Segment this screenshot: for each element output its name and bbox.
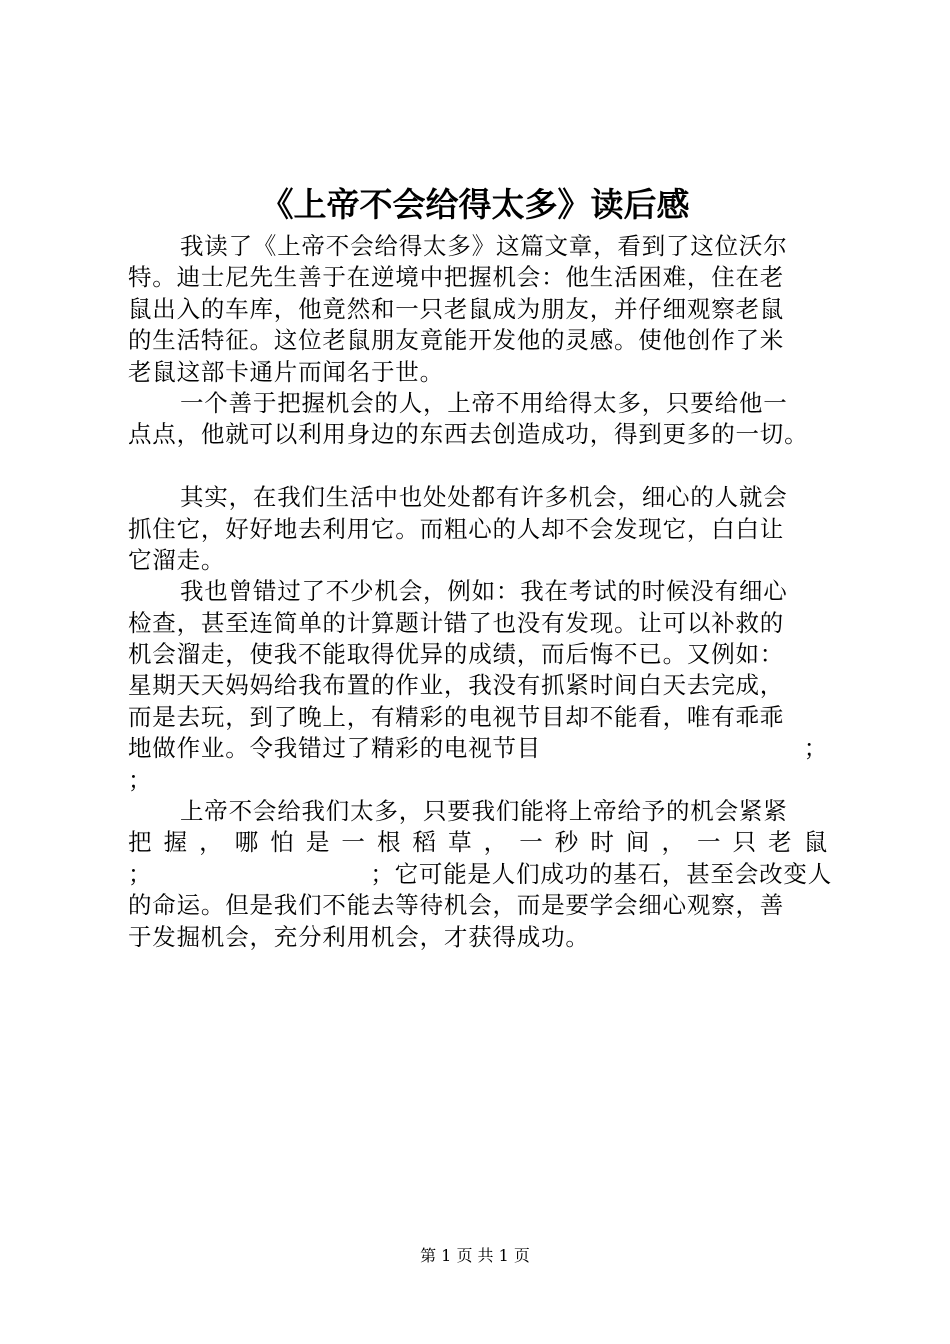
text-line xyxy=(128,733,828,764)
text-char: 把 xyxy=(128,828,153,857)
text-char: 一 xyxy=(519,828,544,857)
text-line: 而是去玩，到了晚上，有精彩的电视节目却不能看，唯有乖乖 xyxy=(128,702,785,731)
text-line: 的生活特征。这位老鼠朋友竟能开发他的灵感。使他创作了米 xyxy=(128,326,785,355)
text-char: 是 xyxy=(305,828,331,857)
text-line: 鼠出入的车库，他竟然和一只老鼠成为朋友，并仔细观察老鼠 xyxy=(128,294,785,323)
text-line: 抓住它，好好地去利用它。而粗心的人却不会发现它，白白让 xyxy=(128,514,785,543)
text-line: 于发掘机会，充分利用机会，才获得成功。 xyxy=(128,922,590,951)
text-char: 握 xyxy=(163,828,188,857)
text-line: 其实，在我们生活中也处处都有许多机会，细心的人就会 xyxy=(180,483,788,512)
text-line: 点点，他就可以利用身边的东西去创造成功，得到更多的一切。 xyxy=(128,420,809,449)
text-char: ， xyxy=(661,828,686,857)
text-char: 鼠 xyxy=(803,828,828,857)
text-char: 稻 xyxy=(412,828,437,857)
text-fragment: ；它可能是人们成功的基石，甚至会改变人 xyxy=(370,859,833,888)
text-line xyxy=(128,859,833,890)
text-char: 老 xyxy=(768,828,793,857)
text-char: 只 xyxy=(732,828,757,857)
text-char: 一 xyxy=(341,828,366,857)
document-title: 《上帝不会给得太多》读后感 xyxy=(260,185,690,224)
text-fragment: ； xyxy=(803,734,828,763)
page-footer: 第 1 页 共 1 页 xyxy=(420,1246,530,1265)
text-line: 机会溜走，使我不能取得优异的成绩，而后悔不已。又例如： xyxy=(128,640,785,669)
text-char: 根 xyxy=(376,828,402,857)
text-char: 哪 xyxy=(234,828,259,857)
text-char: 时 xyxy=(590,828,615,857)
text-char: 一 xyxy=(697,828,722,857)
text-char: ， xyxy=(483,828,508,857)
text-line: 老鼠这部卡通片而闻名于世。 xyxy=(128,357,444,386)
text-line xyxy=(128,827,828,858)
text-line: 它溜走。 xyxy=(128,545,226,574)
text-line: 的命运。但是我们不能去等待机会，而是要学会细心观察，善 xyxy=(128,891,785,920)
text-line: 检查，甚至连简单的计算题计错了也没有发现。让可以补救的 xyxy=(128,608,785,637)
blank-line xyxy=(128,451,828,482)
text-char: 草 xyxy=(448,828,473,857)
text-char: ， xyxy=(199,828,224,857)
text-line: 我也曾错过了不少机会，例如：我在考试的时候没有细心 xyxy=(180,577,788,606)
text-line: 上帝不会给我们太多，只要我们能将上帝给予的机会紧紧 xyxy=(180,797,788,826)
text-char: 间 xyxy=(625,828,651,857)
text-fragment: ； xyxy=(128,859,153,888)
text-line: ； xyxy=(128,765,153,794)
document-body xyxy=(128,231,833,953)
text-line: 我读了《上帝不会给得太多》这篇文章，看到了这位沃尔 xyxy=(180,232,788,260)
text-line: 一个善于把握机会的人，上帝不用给得太多，只要给他一 xyxy=(180,388,788,417)
text-line: 特。迪士尼先生善于在逆境中把握机会：他生活困难，住在老 xyxy=(128,263,785,292)
text-fragment: 地做作业。令我错过了精彩的电视节目 xyxy=(128,734,542,763)
text-line: 星期天天妈妈给我布置的作业，我没有抓紧时间白天去完成， xyxy=(128,671,785,700)
text-char: 怕 xyxy=(270,828,295,857)
text-char: 秒 xyxy=(554,828,580,857)
